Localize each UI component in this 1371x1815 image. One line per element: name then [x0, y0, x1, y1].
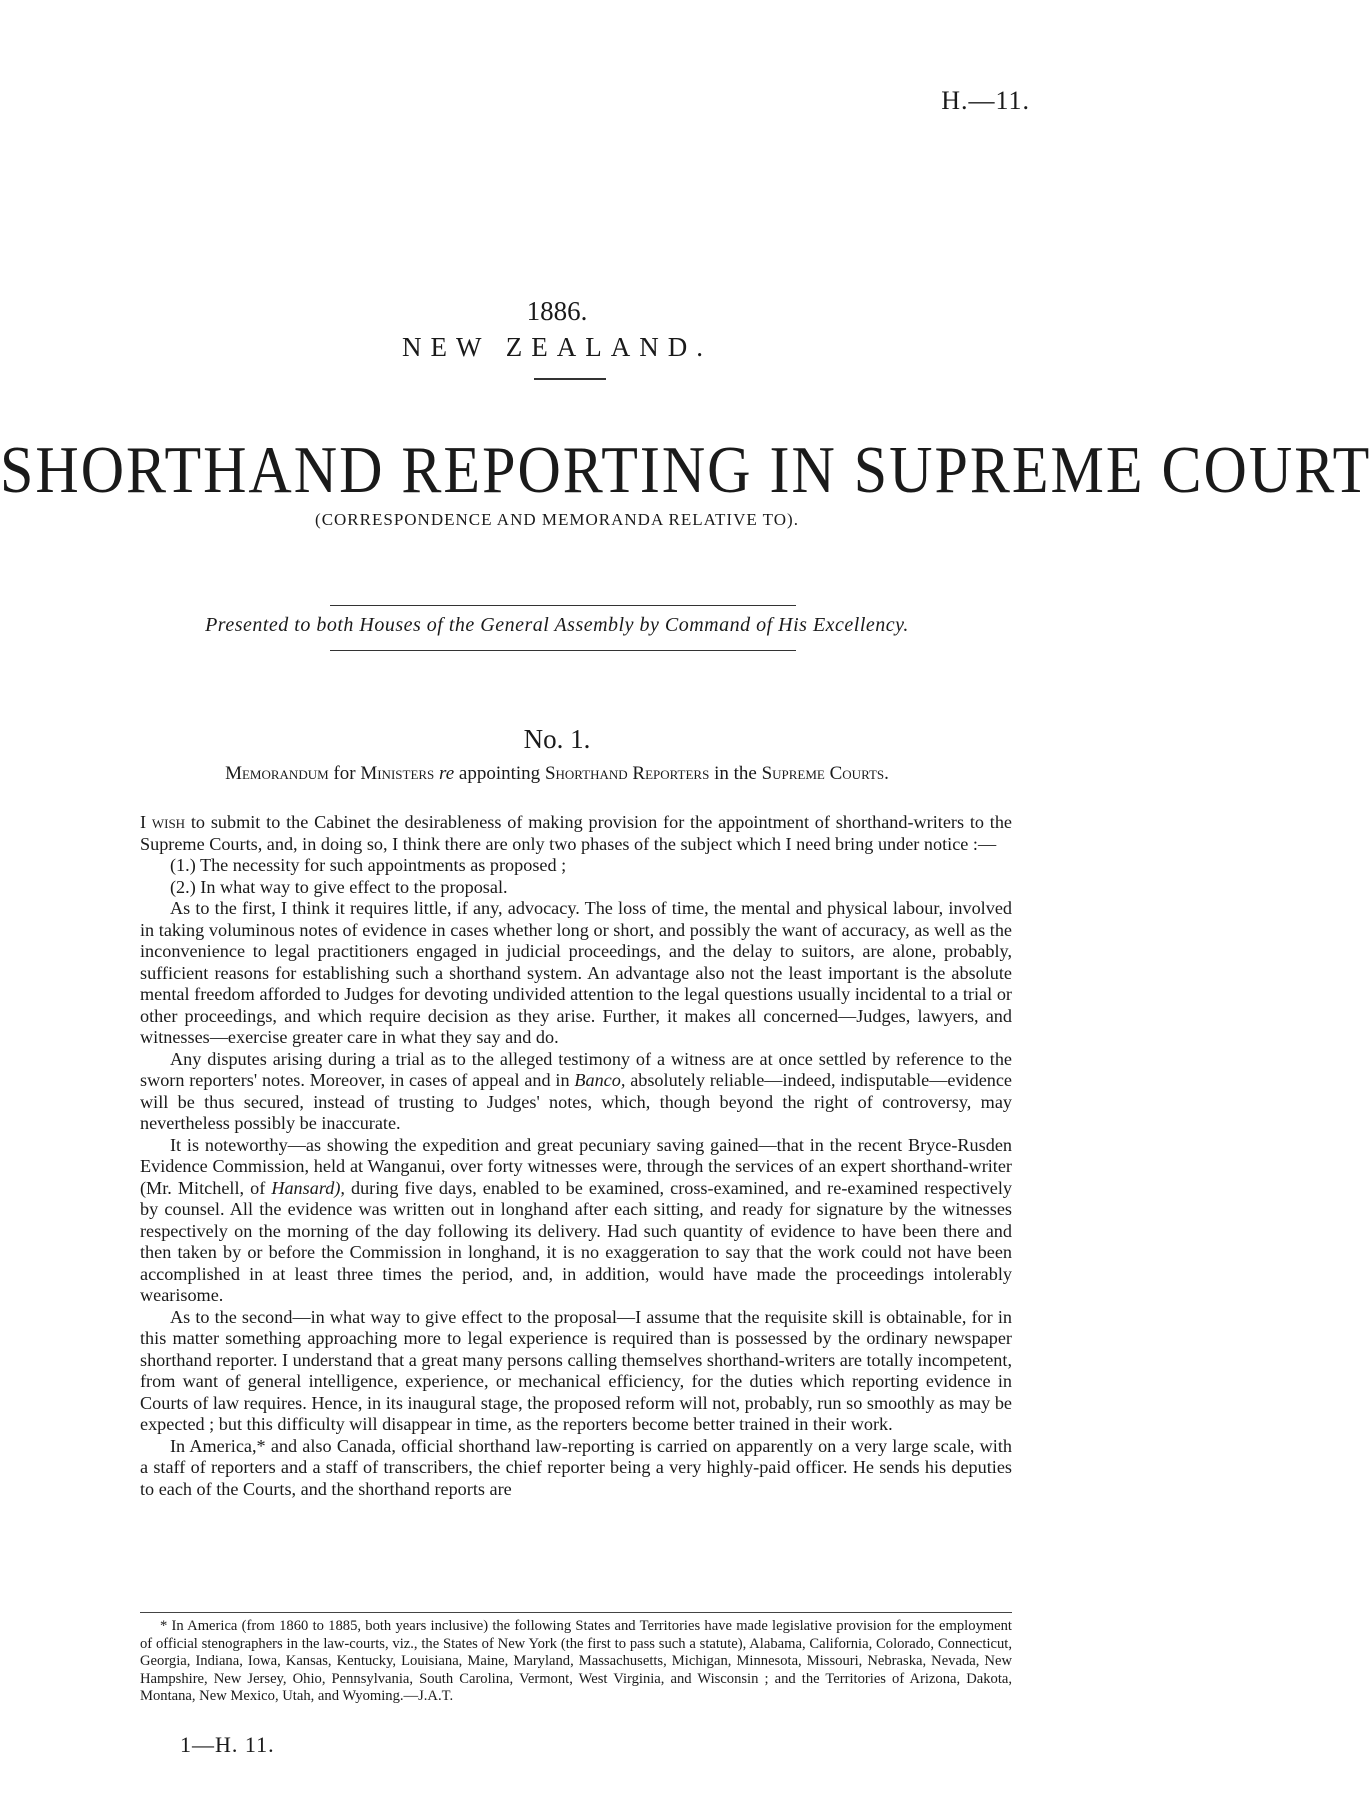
paragraph-text: during five days, enabled to be examined, cross-examined, and re-examined respectively by counsel. All the evidence was written out in longhand after each sitting, and ready for signature by the witnesses respectively on the morning of the day following its delivery. Had such quantity of evidence to have been there and then taken by or before the Commission in longhand, it is no exaggeration to say that the work could not have been accomplished in at least three times the period, and, in addition, would have made the proceedings intolerably wearisome.: [140, 1177, 1012, 1305]
list-item: (1.) The necessity for such appointments as proposed ;: [170, 855, 567, 875]
paragraph: In America,* and also Canada, official shorthand law-reporting is carried on apparently on a very large scale, with a staff of reporters and a staff of transcribers, the chief reporter being a very highly-paid officer. He sends his deputies to each of the Courts, and the shorthand reports are: [140, 1435, 1012, 1499]
memo-body: [140, 812, 1012, 1500]
heading-word: re: [439, 763, 455, 784]
paragraph-text: to submit to the Cabinet the desirableness of making provision for the appointment of shorthand-writers to the Supreme Courts, and, in doing so, I think there are only two phases of the subject which I need bring under notice :—: [140, 812, 1012, 854]
paragraph-italic: Hansard),: [271, 1177, 345, 1198]
paragraph: [140, 1049, 1012, 1135]
paragraph-text: absolutely reliable—indeed, indisputable—evidence will be thus secured, instead of trusting to Judges' notes, which, though beyond the right of controversy, may nevertheless possibly be inaccurate.: [140, 1070, 1013, 1133]
document-number: No. 1.: [523, 724, 591, 754]
list-item: (2.) In what way to give effect to the proposal.: [170, 876, 508, 897]
footnote-divider: [140, 1612, 1012, 1613]
subtitle: (CORRESPONDENCE AND MEMORANDA RELATIVE TO).: [315, 510, 799, 529]
heading-word: Ministers: [360, 763, 435, 784]
heading-word: Memorandum: [225, 763, 329, 784]
heading-word: Supreme Courts.: [761, 763, 889, 784]
paragraph: [140, 1135, 1012, 1307]
memo-heading: [140, 762, 974, 786]
page-marker: 1—H. 11.: [180, 1732, 275, 1757]
document-year: 1886.: [526, 296, 588, 326]
heading-word: appointing: [458, 763, 541, 784]
country-heading: NEW ZEALAND.: [402, 332, 712, 362]
title-divider: [534, 378, 606, 380]
page-reference: H.—11.: [941, 86, 1030, 115]
footnote: * In America (from 1860 to 1885, both years inclusive) the following States and Territories have made legislative provision for the employment of official stenographers in the law-courts, viz., the States of New York (the first to pass such a statute), Alabama, California, Colorado, Connecticut, Georgia, Indiana, Iowa, Kansas, Kentucky, Louisiana, Maine, Maryland, Massachusetts, Michigan, Minnesota, Missouri, Nebraska, Nevada, New Hampshire, New Jersey, Ohio, Pennsylvania, South Carolina, Vermont, West Virginia, and Wisconsin ; and the Territories of Arizona, Dakota, Montana, New Mexico, Utah, and Wyoming.—J.A.T.: [140, 1618, 1012, 1704]
paragraph: As to the first, I think it requires little, if any, advocacy. The loss of time, the mental and physical labour, involved in taking voluminous notes of evidence in cases whether long or short, and possibly the want of accuracy, as well as the inconvenience to legal practitioners engaged in judicial proceedings, and the delay to suitors, are alone, probably, sufficient reasons for establishing such a shorthand system. An advantage also not the least important is the absolute mental freedom afforded to Judges for devoting undivided attention to the legal questions usually incidental to a trial or other proceedings, and which require decision as they arise. Further, it makes all concerned—Judges, lawyers, and witnesses—exercise greater care in what they say and do.: [140, 898, 1012, 1047]
heading-word: Shorthand Reporters: [544, 763, 710, 784]
main-title: SHORTHAND REPORTING IN SUPREME COURT: [0, 432, 1371, 507]
paragraph-text: It is noteworthy—as showing the expedition and great pecuniary saving gained—that in the recent Bryce-Rusden Evidence Commission, held at Wanganui, over forty witnesses were, through the services of an expert shorthand-writer (Mr. Mitchell, of: [140, 1134, 1012, 1198]
paragraph: [140, 812, 1012, 855]
paragraph-lead: I wish: [140, 812, 186, 832]
paragraph-text: Any disputes arising during a trial as to the alleged testimony of a witness are at once settled by reference to the sworn reporters' notes. Moreover, in cases of appeal and in: [140, 1048, 1012, 1090]
heading-word: in the: [714, 763, 757, 784]
heading-word: for: [333, 763, 356, 784]
presented-rule-bottom: [330, 650, 796, 651]
presented-line: Presented to both Houses of the General Assembly by Command of His Excellency.: [205, 614, 909, 636]
paragraph-italic: Banco,: [574, 1070, 626, 1090]
presented-rule-top: [330, 605, 796, 606]
paragraph: As to the second—in what way to give effect to the proposal—I assume that the requisite skill is obtainable, for in this matter something approaching more to legal experience is required than is possessed by the ordinary newspaper shorthand reporter. I understand that a great many persons calling themselves shorthand-writers are totally incompetent, from want of general intelligence, experience, or mechanical efficiency, for the duties which reporting evidence in Courts of law requires. Hence, in its inaugural stage, the proposed reform will not, probably, run so smoothly as may be expected ; but this difficulty will disappear in time, as the reporters become better trained in their work.: [140, 1306, 1012, 1434]
